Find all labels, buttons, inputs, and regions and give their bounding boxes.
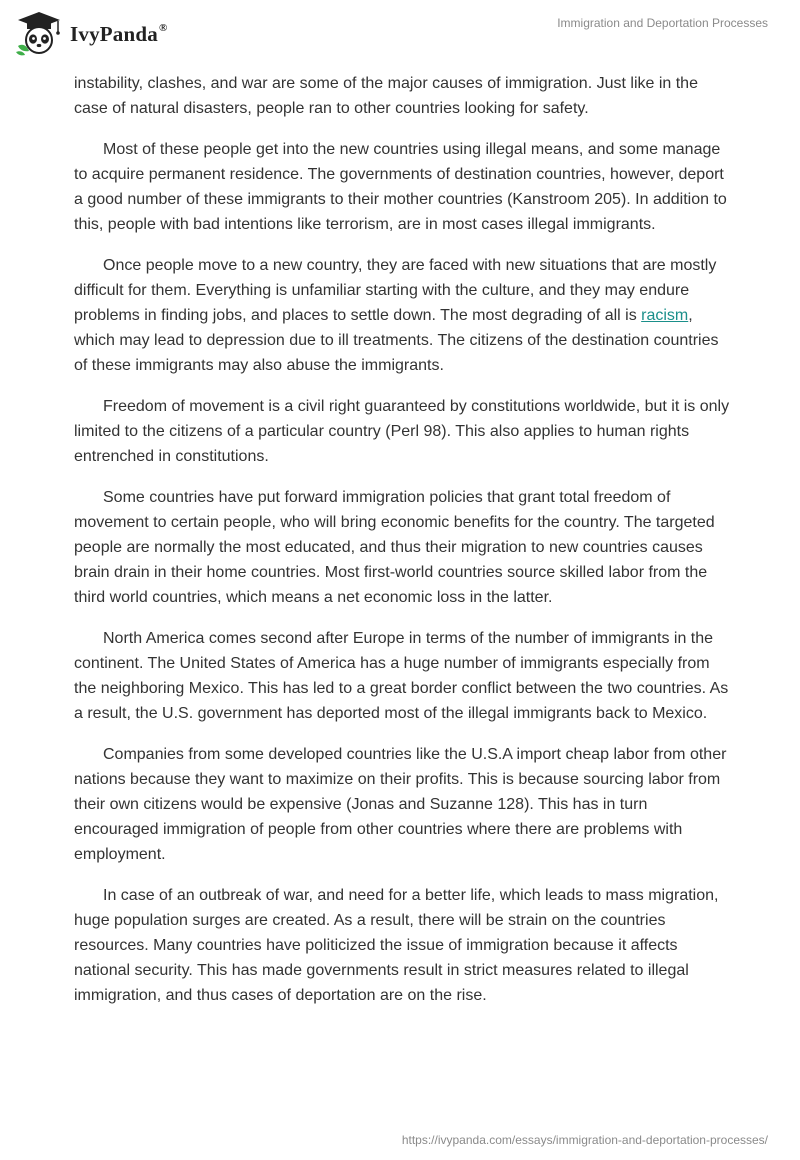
paragraph-7: Companies from some developed countries like the U.S.A import cheap labor from other nations because they want to maximize on their profits. This is because sourcing labor from their own citizens would be expensive (Jonas and Suzanne 128). This has in turn encouraged immigration of people from other countries where there are problems with employment. [74,746,727,863]
essay-body [74,71,734,1024]
brand-logo[interactable] [14,10,214,56]
paragraph-6: North America comes second after Europe in terms of the number of immigrants in the continent. The United States of America has a huge number of immigrants especially from the neighboring Mexico. This has led to a great border conflict between the two countries. As a result, the U.S. government has deported most of the illegal immigrants back to Mexico. [74,630,729,722]
paragraph-4: Freedom of movement is a civil right guaranteed by constitutions worldwide, but it is only limited to the citizens of a particular country (Perl 98). This also applies to human rights entrenched in constitutions. [74,398,730,465]
paragraph-3-text-start: Once people move to a new country, they are faced with new situations that are mostly difficult for them. Everything is unfamiliar starting with the culture, and they may endure problems in finding jobs, and places to settle down. The most degrading of all is [74,257,717,324]
paragraph-5: Some countries have put forward immigration policies that grant total freedom of movement to certain people, who will bring economic benefits for the country. The targeted people are normally the most educated, and thus their migration to new countries causes brain drain in their home countries. Most first-world countries source skilled labor from the third world countries, which means a net economic loss in the latter. [74,489,715,606]
panda-logo-icon [14,10,64,56]
source-url: https://ivypanda.com/essays/immigration-and-deportation-processes/ [401,1133,768,1147]
paragraph-3 [74,253,734,378]
paragraph-1: instability, clashes, and war are some of the major causes of immigration. Just like in the case of natural disasters, people ran to other countries looking for safety. [74,75,698,117]
racism-link[interactable]: racism [641,307,689,324]
document-title: Immigration and Deportation Processes [557,16,768,30]
paragraph-2: Most of these people get into the new countries using illegal means, and some manage to acquire permanent residence. The governments of destination countries, however, deport a good number of these immigrants to their mother countries (Kanstroom 205). In addition to this, people with bad intentions like terrorism, are in most cases illegal immigrants. [74,141,727,233]
page-header [0,0,800,66]
brand-name: IvyPanda® [70,21,168,46]
paragraph-3-text-end: , which may lead to depression due to ill treatments. The citizens of the destination countries of these immigrants may also abuse the immigrants. [74,307,719,374]
paragraph-8: In case of an outbreak of war, and need for a better life, which leads to mass migration, huge population surges are created. As a result, there will be strain on the countries resources. Many countries have politicized the issue of immigration because it affects national security. This has made governments result in strict measures related to illegal immigration, and thus cases of deportation are on the rise. [74,887,719,1004]
